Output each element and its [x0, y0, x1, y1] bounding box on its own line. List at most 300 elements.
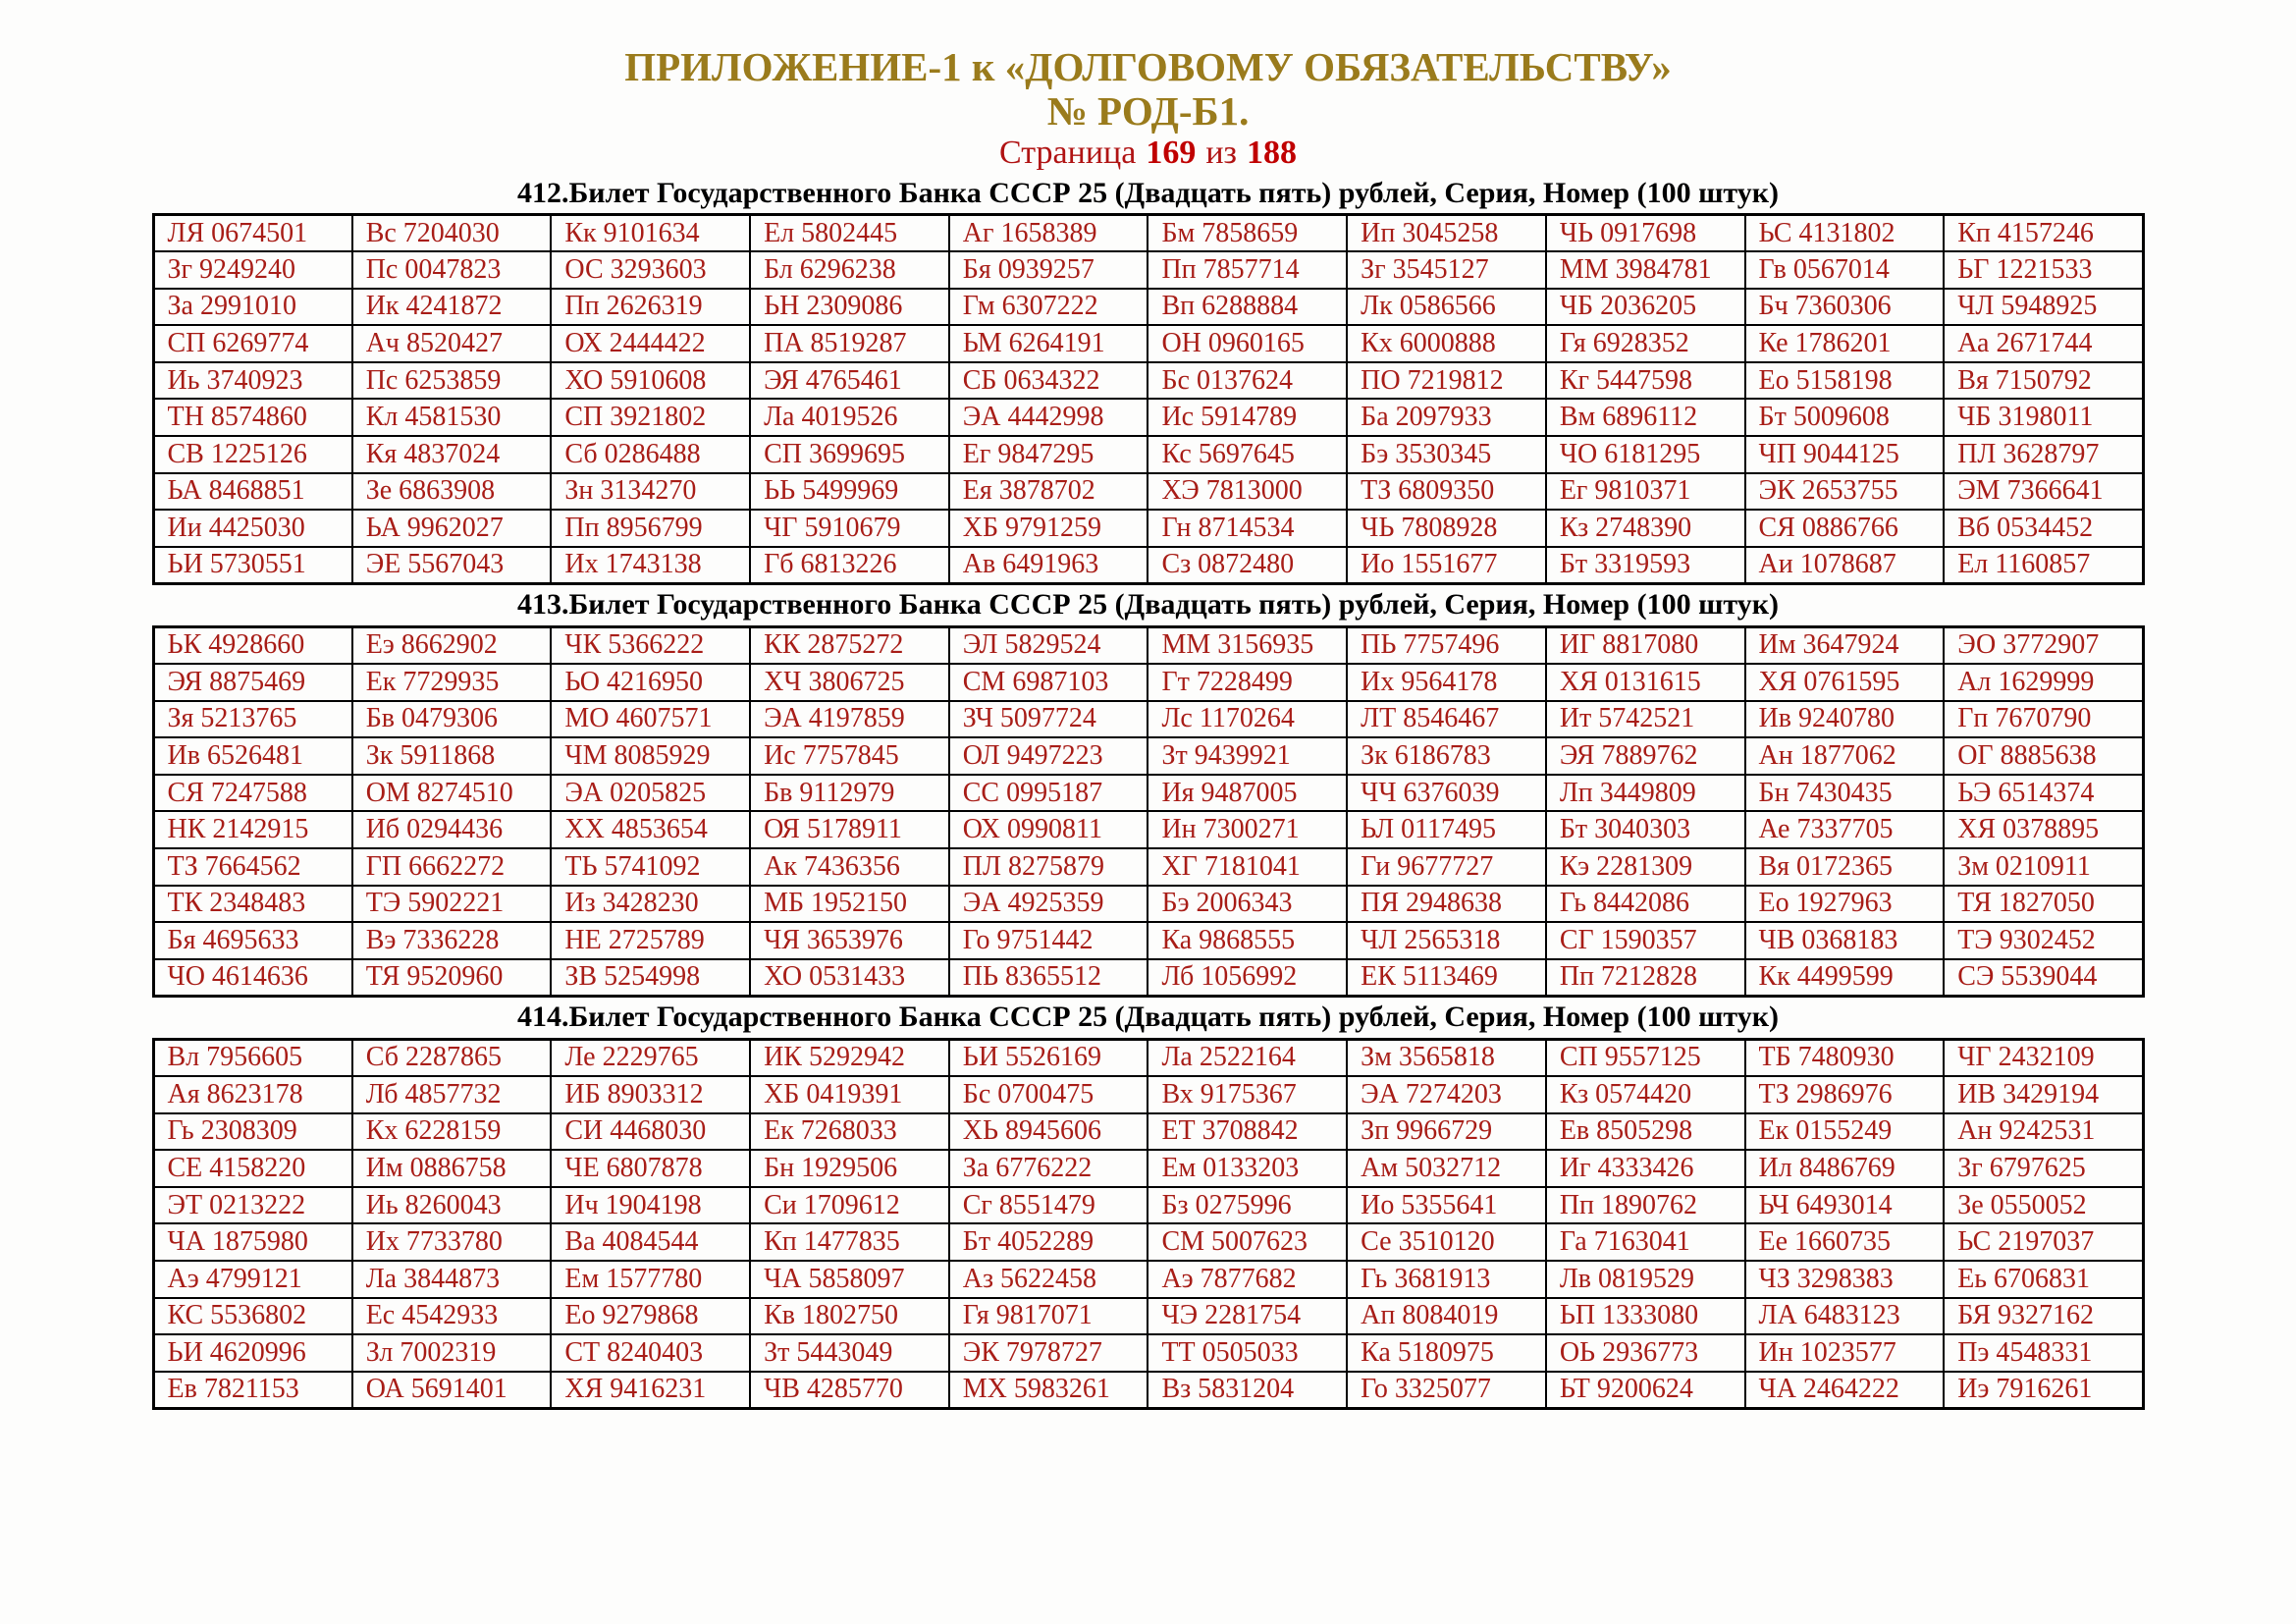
serial-cell: Лб 4857732 — [352, 1076, 552, 1113]
table-row — [153, 399, 2143, 436]
serial-cell: Ит 5742521 — [1546, 701, 1745, 738]
serial-cell: ЬА 9962027 — [352, 510, 552, 547]
document-subtitle: № РОД-Б1. — [1046, 88, 1250, 134]
serial-cell: ОМ 8274510 — [352, 775, 552, 812]
serial-cell: СЭ 5539044 — [1944, 959, 2143, 997]
serial-cell: СЯ 7247588 — [153, 775, 352, 812]
serial-cell: Ка 9868555 — [1148, 922, 1347, 959]
serial-cell: Зн 3134270 — [551, 473, 750, 511]
serial-cell: Бм 7858659 — [1148, 215, 1347, 252]
serial-cell: МБ 1952150 — [750, 886, 949, 923]
serial-cell: Кз 0574420 — [1546, 1076, 1745, 1113]
serial-cell: ОА 5691401 — [352, 1372, 552, 1409]
serial-cell: Ио 1551677 — [1347, 547, 1546, 584]
serial-cell: ЬЧ 6493014 — [1745, 1187, 1945, 1224]
serial-cell: Бя 4695633 — [153, 922, 352, 959]
serial-table-413 — [152, 625, 2145, 998]
serial-cell: ТЗ 7664562 — [153, 848, 352, 886]
serial-cell: Гт 7228499 — [1148, 664, 1347, 701]
serial-cell: Ак 7436356 — [750, 848, 949, 886]
serial-cell: Зп 9966729 — [1347, 1113, 1546, 1151]
serial-cell: СГ 1590357 — [1546, 922, 1745, 959]
serial-cell: Ео 9279868 — [551, 1298, 750, 1335]
serial-cell: МО 4607571 — [551, 701, 750, 738]
table-row — [153, 325, 2143, 362]
serial-cell: ЧЛ 5948925 — [1944, 289, 2143, 326]
serial-cell: ЬЭ 6514374 — [1944, 775, 2143, 812]
serial-cell: ЭЕ 5567043 — [352, 547, 552, 584]
serial-cell: Ва 4084544 — [551, 1223, 750, 1261]
serial-cell: Ем 0133203 — [1148, 1150, 1347, 1187]
serial-cell: ЭА 4442998 — [949, 399, 1148, 436]
serial-cell: ЧА 2464222 — [1745, 1372, 1945, 1409]
serial-cell: ЭО 3772907 — [1944, 626, 2143, 664]
serial-cell: ПЬ 8365512 — [949, 959, 1148, 997]
document-title: ПРИЛОЖЕНИЕ-1 к «ДОЛГОВОМУ ОБЯЗАТЕЛЬСТВУ» — [624, 44, 1672, 89]
serial-cell: Вм 6896112 — [1546, 399, 1745, 436]
serial-cell: ТЯ 1827050 — [1944, 886, 2143, 923]
table-row — [153, 1076, 2143, 1113]
serial-cell: ТЗ 6809350 — [1347, 473, 1546, 511]
serial-cell: ПЛ 8275879 — [949, 848, 1148, 886]
serial-cell: Кп 1477835 — [750, 1223, 949, 1261]
serial-cell: Пп 8956799 — [551, 510, 750, 547]
serial-cell: Ео 1927963 — [1745, 886, 1945, 923]
serial-cell: Ик 4241872 — [352, 289, 552, 326]
serial-cell: Бэ 3530345 — [1347, 436, 1546, 473]
serial-cell: СВ 1225126 — [153, 436, 352, 473]
serial-cell: Кл 4581530 — [352, 399, 552, 436]
page-current-number: 169 — [1146, 135, 1197, 171]
serial-cell: ЬС 2197037 — [1944, 1223, 2143, 1261]
serial-cell: Аг 1658389 — [949, 215, 1148, 252]
serial-cell: Зя 5213765 — [153, 701, 352, 738]
serial-cell: ТК 2348483 — [153, 886, 352, 923]
serial-cell: Лв 0819529 — [1546, 1261, 1745, 1298]
table-row — [153, 848, 2143, 886]
serial-cell: НЕ 2725789 — [551, 922, 750, 959]
serial-cell: ХБ 9791259 — [949, 510, 1148, 547]
serial-cell: Ла 4019526 — [750, 399, 949, 436]
serial-cell: ТЭ 5902221 — [352, 886, 552, 923]
serial-cell: СЯ 0886766 — [1745, 510, 1945, 547]
serial-cell: ЬК 4928660 — [153, 626, 352, 664]
table-row — [153, 289, 2143, 326]
serial-cell: Аз 5622458 — [949, 1261, 1148, 1298]
serial-cell: КК 2875272 — [750, 626, 949, 664]
serial-cell: Ес 4542933 — [352, 1298, 552, 1335]
serial-cell: Ии 4425030 — [153, 510, 352, 547]
page-indicator — [0, 134, 2296, 173]
serial-cell: Иь 8260043 — [352, 1187, 552, 1224]
serial-cell: ИГ 8817080 — [1546, 626, 1745, 664]
serial-cell: ЗЧ 5097724 — [949, 701, 1148, 738]
serial-cell: ЧЭ 2281754 — [1148, 1298, 1347, 1335]
serial-cell: Лс 1170264 — [1148, 701, 1347, 738]
serial-cell: Вс 7204030 — [352, 215, 552, 252]
serial-cell: ГП 6662272 — [352, 848, 552, 886]
serial-cell: ЭА 4925359 — [949, 886, 1148, 923]
serial-cell: Ач 8520427 — [352, 325, 552, 362]
serial-cell: Сз 0872480 — [1148, 547, 1347, 584]
serial-cell: ХО 5910608 — [551, 362, 750, 400]
serial-cell: ЕТ 3708842 — [1148, 1113, 1347, 1151]
serial-cell: ЭА 4197859 — [750, 701, 949, 738]
serial-cell: ЬН 2309086 — [750, 289, 949, 326]
serial-cell: ТЬ 5741092 — [551, 848, 750, 886]
serial-cell: ЭА 7274203 — [1347, 1076, 1546, 1113]
serial-cell: Ег 9810371 — [1546, 473, 1745, 511]
serial-cell: ХЬ 8945606 — [949, 1113, 1148, 1151]
serial-cell: Ан 1877062 — [1745, 737, 1945, 775]
serial-cell: ЧВ 4285770 — [750, 1372, 949, 1409]
serial-cell: Кп 4157246 — [1944, 215, 2143, 252]
table-row — [153, 737, 2143, 775]
serial-cell: ЭЛ 5829524 — [949, 626, 1148, 664]
serial-cell: Кв 1802750 — [750, 1298, 949, 1335]
serial-cell: Ка 5180975 — [1347, 1334, 1546, 1372]
serial-cell: Ан 9242531 — [1944, 1113, 2143, 1151]
serial-cell: Се 3510120 — [1347, 1223, 1546, 1261]
serial-cell: ЧП 9044125 — [1745, 436, 1945, 473]
serial-cell: ЧА 1875980 — [153, 1223, 352, 1261]
serial-cell: Ке 1786201 — [1745, 325, 1945, 362]
serial-cell: Зм 3565818 — [1347, 1039, 1546, 1076]
serial-cell: Ео 5158198 — [1745, 362, 1945, 400]
serial-cell: Зт 5443049 — [750, 1334, 949, 1372]
serial-cell: ОХ 2444422 — [551, 325, 750, 362]
serial-cell: ЬА 8468851 — [153, 473, 352, 511]
serial-cell: ЬИ 4620996 — [153, 1334, 352, 1372]
serial-cell: Гь 3681913 — [1347, 1261, 1546, 1298]
serial-cell: ХЯ 0378895 — [1944, 811, 2143, 848]
serial-cell: Ис 7757845 — [750, 737, 949, 775]
serial-cell: Ев 8505298 — [1546, 1113, 1745, 1151]
table-row — [153, 1113, 2143, 1151]
serial-cell: ЧЕ 6807878 — [551, 1150, 750, 1187]
serial-cell: ЛА 6483123 — [1745, 1298, 1945, 1335]
serial-cell: Кэ 2281309 — [1546, 848, 1745, 886]
serial-cell: Зт 9439921 — [1148, 737, 1347, 775]
serial-cell: Го 9751442 — [949, 922, 1148, 959]
serial-cell: Си 1709612 — [750, 1187, 949, 1224]
serial-cell: Из 3428230 — [551, 886, 750, 923]
section-412 — [0, 173, 2296, 585]
serial-cell: ЧА 5858097 — [750, 1261, 949, 1298]
serial-cell: Бт 5009608 — [1745, 399, 1945, 436]
table-row — [153, 251, 2143, 289]
serial-cell: СС 0995187 — [949, 775, 1148, 812]
serial-cell: Пп 7857714 — [1148, 251, 1347, 289]
serial-cell: Бн 1929506 — [750, 1150, 949, 1187]
serial-cell: Кх 6228159 — [352, 1113, 552, 1151]
table-row — [153, 1039, 2143, 1076]
serial-cell: ХО 0531433 — [750, 959, 949, 997]
serial-cell: ЬМ 6264191 — [949, 325, 1148, 362]
serial-cell: Ия 9487005 — [1148, 775, 1347, 812]
table-row — [153, 1223, 2143, 1261]
serial-cell: ТЯ 9520960 — [352, 959, 552, 997]
section-414 — [0, 998, 2296, 1410]
serial-cell: Вя 0172365 — [1745, 848, 1945, 886]
section-heading-413: 413.Билет Государственного Банка СССР 25 (Двадцать пять) рублей, Серия, Номер (100 штук) — [516, 588, 1780, 622]
serial-cell: ЧЬ 7808928 — [1347, 510, 1546, 547]
serial-cell: Их 9564178 — [1347, 664, 1546, 701]
serial-cell: ХЯ 0131615 — [1546, 664, 1745, 701]
serial-cell: СП 3921802 — [551, 399, 750, 436]
serial-cell: Гв 0567014 — [1745, 251, 1945, 289]
serial-cell: ОН 0960165 — [1148, 325, 1347, 362]
table-row — [153, 362, 2143, 400]
serial-cell: ЧБ 3198011 — [1944, 399, 2143, 436]
serial-cell: ЕК 5113469 — [1347, 959, 1546, 997]
serial-cell: НК 2142915 — [153, 811, 352, 848]
table-row — [153, 1150, 2143, 1187]
serial-cell: Ин 7300271 — [1148, 811, 1347, 848]
serial-cell: Пп 7212828 — [1546, 959, 1745, 997]
serial-cell: Аэ 4799121 — [153, 1261, 352, 1298]
serial-cell: Гя 9817071 — [949, 1298, 1148, 1335]
serial-cell: Кк 4499599 — [1745, 959, 1945, 997]
serial-cell: ЧГ 5910679 — [750, 510, 949, 547]
serial-cell: Вх 9175367 — [1148, 1076, 1347, 1113]
serial-cell: ЧГ 2432109 — [1944, 1039, 2143, 1076]
serial-cell: Бт 3319593 — [1546, 547, 1745, 584]
serial-cell: Ел 1160857 — [1944, 547, 2143, 584]
serial-cell: Бт 4052289 — [949, 1223, 1148, 1261]
table-row — [153, 626, 2143, 664]
serial-cell: ПО 7219812 — [1347, 362, 1546, 400]
serial-cell: ЧМ 8085929 — [551, 737, 750, 775]
serial-cell: ОЯ 5178911 — [750, 811, 949, 848]
serial-cell: Зл 7002319 — [352, 1334, 552, 1372]
serial-cell: ЗВ 5254998 — [551, 959, 750, 997]
serial-cell: Зе 0550052 — [1944, 1187, 2143, 1224]
serial-cell: ЧЧ 6376039 — [1347, 775, 1546, 812]
serial-cell: ЧЗ 3298383 — [1745, 1261, 1945, 1298]
serial-cell: Зг 6797625 — [1944, 1150, 2143, 1187]
serial-cell: Ее 1660735 — [1745, 1223, 1945, 1261]
serial-cell: ЛТ 8546467 — [1347, 701, 1546, 738]
serial-cell: Ив 9240780 — [1745, 701, 1945, 738]
serial-cell: Бэ 2006343 — [1148, 886, 1347, 923]
serial-cell: Зк 6186783 — [1347, 737, 1546, 775]
serial-cell: Ек 7729935 — [352, 664, 552, 701]
serial-cell: Ио 5355641 — [1347, 1187, 1546, 1224]
serial-cell: Ип 3045258 — [1347, 215, 1546, 252]
table-row — [153, 701, 2143, 738]
serial-cell: ЬО 4216950 — [551, 664, 750, 701]
serial-cell: Ап 8084019 — [1347, 1298, 1546, 1335]
serial-cell: ОЛ 9497223 — [949, 737, 1148, 775]
serial-cell: Пс 6253859 — [352, 362, 552, 400]
table-row — [153, 959, 2143, 997]
serial-cell: Ек 7268033 — [750, 1113, 949, 1151]
serial-cell: Га 7163041 — [1546, 1223, 1745, 1261]
serial-cell: ЧБ 2036205 — [1546, 289, 1745, 326]
serial-cell: Ег 9847295 — [949, 436, 1148, 473]
serial-cell: Бс 0700475 — [949, 1076, 1148, 1113]
serial-cell: Ае 7337705 — [1745, 811, 1945, 848]
table-row — [153, 664, 2143, 701]
table-row — [153, 1334, 2143, 1372]
serial-cell: Ис 5914789 — [1148, 399, 1347, 436]
serial-cell: ОЬ 2936773 — [1546, 1334, 1745, 1372]
serial-cell: Вп 6288884 — [1148, 289, 1347, 326]
serial-cell: Ил 8486769 — [1745, 1150, 1945, 1187]
serial-cell: СП 6269774 — [153, 325, 352, 362]
serial-cell: Ла 3844873 — [352, 1261, 552, 1298]
serial-cell: ТТ 0505033 — [1148, 1334, 1347, 1372]
serial-cell: БЯ 9327162 — [1944, 1298, 2143, 1335]
serial-cell: Кх 6000888 — [1347, 325, 1546, 362]
serial-cell: ЭЯ 4765461 — [750, 362, 949, 400]
serial-cell: Гь 8442086 — [1546, 886, 1745, 923]
table-row — [153, 436, 2143, 473]
serial-cell: Кк 9101634 — [551, 215, 750, 252]
serial-cell: Вэ 7336228 — [352, 922, 552, 959]
serial-cell: СП 9557125 — [1546, 1039, 1745, 1076]
serial-cell: ЧЛ 2565318 — [1347, 922, 1546, 959]
serial-cell: Ал 1629999 — [1944, 664, 2143, 701]
serial-cell: Бт 3040303 — [1546, 811, 1745, 848]
serial-cell: ХЧ 3806725 — [750, 664, 949, 701]
serial-cell: ЧК 5366222 — [551, 626, 750, 664]
serial-cell: Вл 7956605 — [153, 1039, 352, 1076]
serial-cell: ЛЯ 0674501 — [153, 215, 352, 252]
table-row — [153, 922, 2143, 959]
serial-cell: Вб 0534452 — [1944, 510, 2143, 547]
serial-cell: Лк 0586566 — [1347, 289, 1546, 326]
serial-cell: Гн 8714534 — [1148, 510, 1347, 547]
table-row — [153, 510, 2143, 547]
serial-cell: ЬС 4131802 — [1745, 215, 1945, 252]
table-row — [153, 811, 2143, 848]
serial-cell: ЧЬ 0917698 — [1546, 215, 1745, 252]
serial-cell: Зм 0210911 — [1944, 848, 2143, 886]
serial-cell: Зг 9249240 — [153, 251, 352, 289]
serial-cell: Кг 5447598 — [1546, 362, 1745, 400]
serial-cell: Аэ 7877682 — [1148, 1261, 1347, 1298]
serial-cell: Иь 3740923 — [153, 362, 352, 400]
serial-cell: Кз 2748390 — [1546, 510, 1745, 547]
serial-cell: ХЯ 0761595 — [1745, 664, 1945, 701]
serial-cell: Ги 9677727 — [1347, 848, 1546, 886]
serial-cell: Зг 3545127 — [1347, 251, 1546, 289]
serial-cell: Их 1743138 — [551, 547, 750, 584]
serial-cell: ТН 8574860 — [153, 399, 352, 436]
serial-cell: ОХ 0990811 — [949, 811, 1148, 848]
table-row — [153, 1261, 2143, 1298]
serial-cell: Иг 4333426 — [1546, 1150, 1745, 1187]
table-row — [153, 215, 2143, 252]
serial-cell: СЕ 4158220 — [153, 1150, 352, 1187]
serial-cell: Лп 3449809 — [1546, 775, 1745, 812]
serial-cell: Их 7733780 — [352, 1223, 552, 1261]
serial-cell: ЭЯ 8875469 — [153, 664, 352, 701]
serial-cell: ПЛ 3628797 — [1944, 436, 2143, 473]
serial-cell: Ив 6526481 — [153, 737, 352, 775]
serial-cell: СП 3699695 — [750, 436, 949, 473]
serial-cell: Пс 0047823 — [352, 251, 552, 289]
serial-cell: Аи 1078687 — [1745, 547, 1945, 584]
table-row — [153, 886, 2143, 923]
serial-cell: ХГ 7181041 — [1148, 848, 1347, 886]
serial-cell: ЬП 1333080 — [1546, 1298, 1745, 1335]
serial-cell: Лб 1056992 — [1148, 959, 1347, 997]
serial-cell: ЭМ 7366641 — [1944, 473, 2143, 511]
serial-cell: Кс 5697645 — [1148, 436, 1347, 473]
serial-cell: ЧЯ 3653976 — [750, 922, 949, 959]
serial-cell: Бс 0137624 — [1148, 362, 1347, 400]
serial-cell: Иб 0294436 — [352, 811, 552, 848]
serial-cell: Ек 0155249 — [1745, 1113, 1945, 1151]
serial-cell: Сб 2287865 — [352, 1039, 552, 1076]
serial-cell: ММ 3156935 — [1148, 626, 1347, 664]
serial-cell: Им 3647924 — [1745, 626, 1945, 664]
serial-cell: ПА 8519287 — [750, 325, 949, 362]
serial-cell: Ич 1904198 — [551, 1187, 750, 1224]
section-heading-414: 414.Билет Государственного Банка СССР 25 (Двадцать пять) рублей, Серия, Номер (100 штук) — [516, 1001, 1780, 1034]
table-row — [153, 1372, 2143, 1409]
serial-cell: ПЬ 7757496 — [1347, 626, 1546, 664]
serial-cell: ЬТ 9200624 — [1546, 1372, 1745, 1409]
page-total-number: 188 — [1246, 135, 1297, 171]
serial-cell: ИБ 8903312 — [551, 1076, 750, 1113]
serial-cell: Гб 6813226 — [750, 547, 949, 584]
serial-cell: Гь 2308309 — [153, 1113, 352, 1151]
serial-cell: Ев 7821153 — [153, 1372, 352, 1409]
serial-cell: ЧО 6181295 — [1546, 436, 1745, 473]
serial-cell: Бв 0479306 — [352, 701, 552, 738]
serial-cell: За 2991010 — [153, 289, 352, 326]
serial-cell: ИВ 3429194 — [1944, 1076, 2143, 1113]
serial-cell: ЭК 2653755 — [1745, 473, 1945, 511]
serial-cell: ЧО 4614636 — [153, 959, 352, 997]
serial-cell: Ея 3878702 — [949, 473, 1148, 511]
serial-cell: ЬИ 5730551 — [153, 547, 352, 584]
serial-cell: Ин 1023577 — [1745, 1334, 1945, 1372]
serial-cell: Иэ 7916261 — [1944, 1372, 2143, 1409]
serial-cell: ЭЯ 7889762 — [1546, 737, 1745, 775]
of-word: из — [1205, 135, 1237, 171]
serial-cell: ХЭ 7813000 — [1148, 473, 1347, 511]
serial-cell: ТЗ 2986976 — [1745, 1076, 1945, 1113]
serial-cell: ЬИ 5526169 — [949, 1039, 1148, 1076]
serial-cell: МХ 5983261 — [949, 1372, 1148, 1409]
serial-cell: За 6776222 — [949, 1150, 1148, 1187]
serial-cell: ТЭ 9302452 — [1944, 922, 2143, 959]
serial-cell: Пэ 4548331 — [1944, 1334, 2143, 1372]
serial-cell: ХБ 0419391 — [750, 1076, 949, 1113]
serial-cell: Бв 9112979 — [750, 775, 949, 812]
serial-cell: Вя 7150792 — [1944, 362, 2143, 400]
section-413 — [0, 585, 2296, 998]
table-row — [153, 1187, 2143, 1224]
serial-cell: СМ 5007623 — [1148, 1223, 1347, 1261]
serial-cell: Ба 2097933 — [1347, 399, 1546, 436]
serial-cell: Бз 0275996 — [1148, 1187, 1347, 1224]
serial-cell: Пп 1890762 — [1546, 1187, 1745, 1224]
serial-cell: ПЯ 2948638 — [1347, 886, 1546, 923]
serial-cell: СИ 4468030 — [551, 1113, 750, 1151]
serial-cell: Бл 6296238 — [750, 251, 949, 289]
serial-cell: ЭА 0205825 — [551, 775, 750, 812]
serial-cell: Ем 1577780 — [551, 1261, 750, 1298]
serial-cell: ЬЛ 0117495 — [1347, 811, 1546, 848]
serial-cell: Ла 2522164 — [1148, 1039, 1347, 1076]
serial-cell: Зк 5911868 — [352, 737, 552, 775]
